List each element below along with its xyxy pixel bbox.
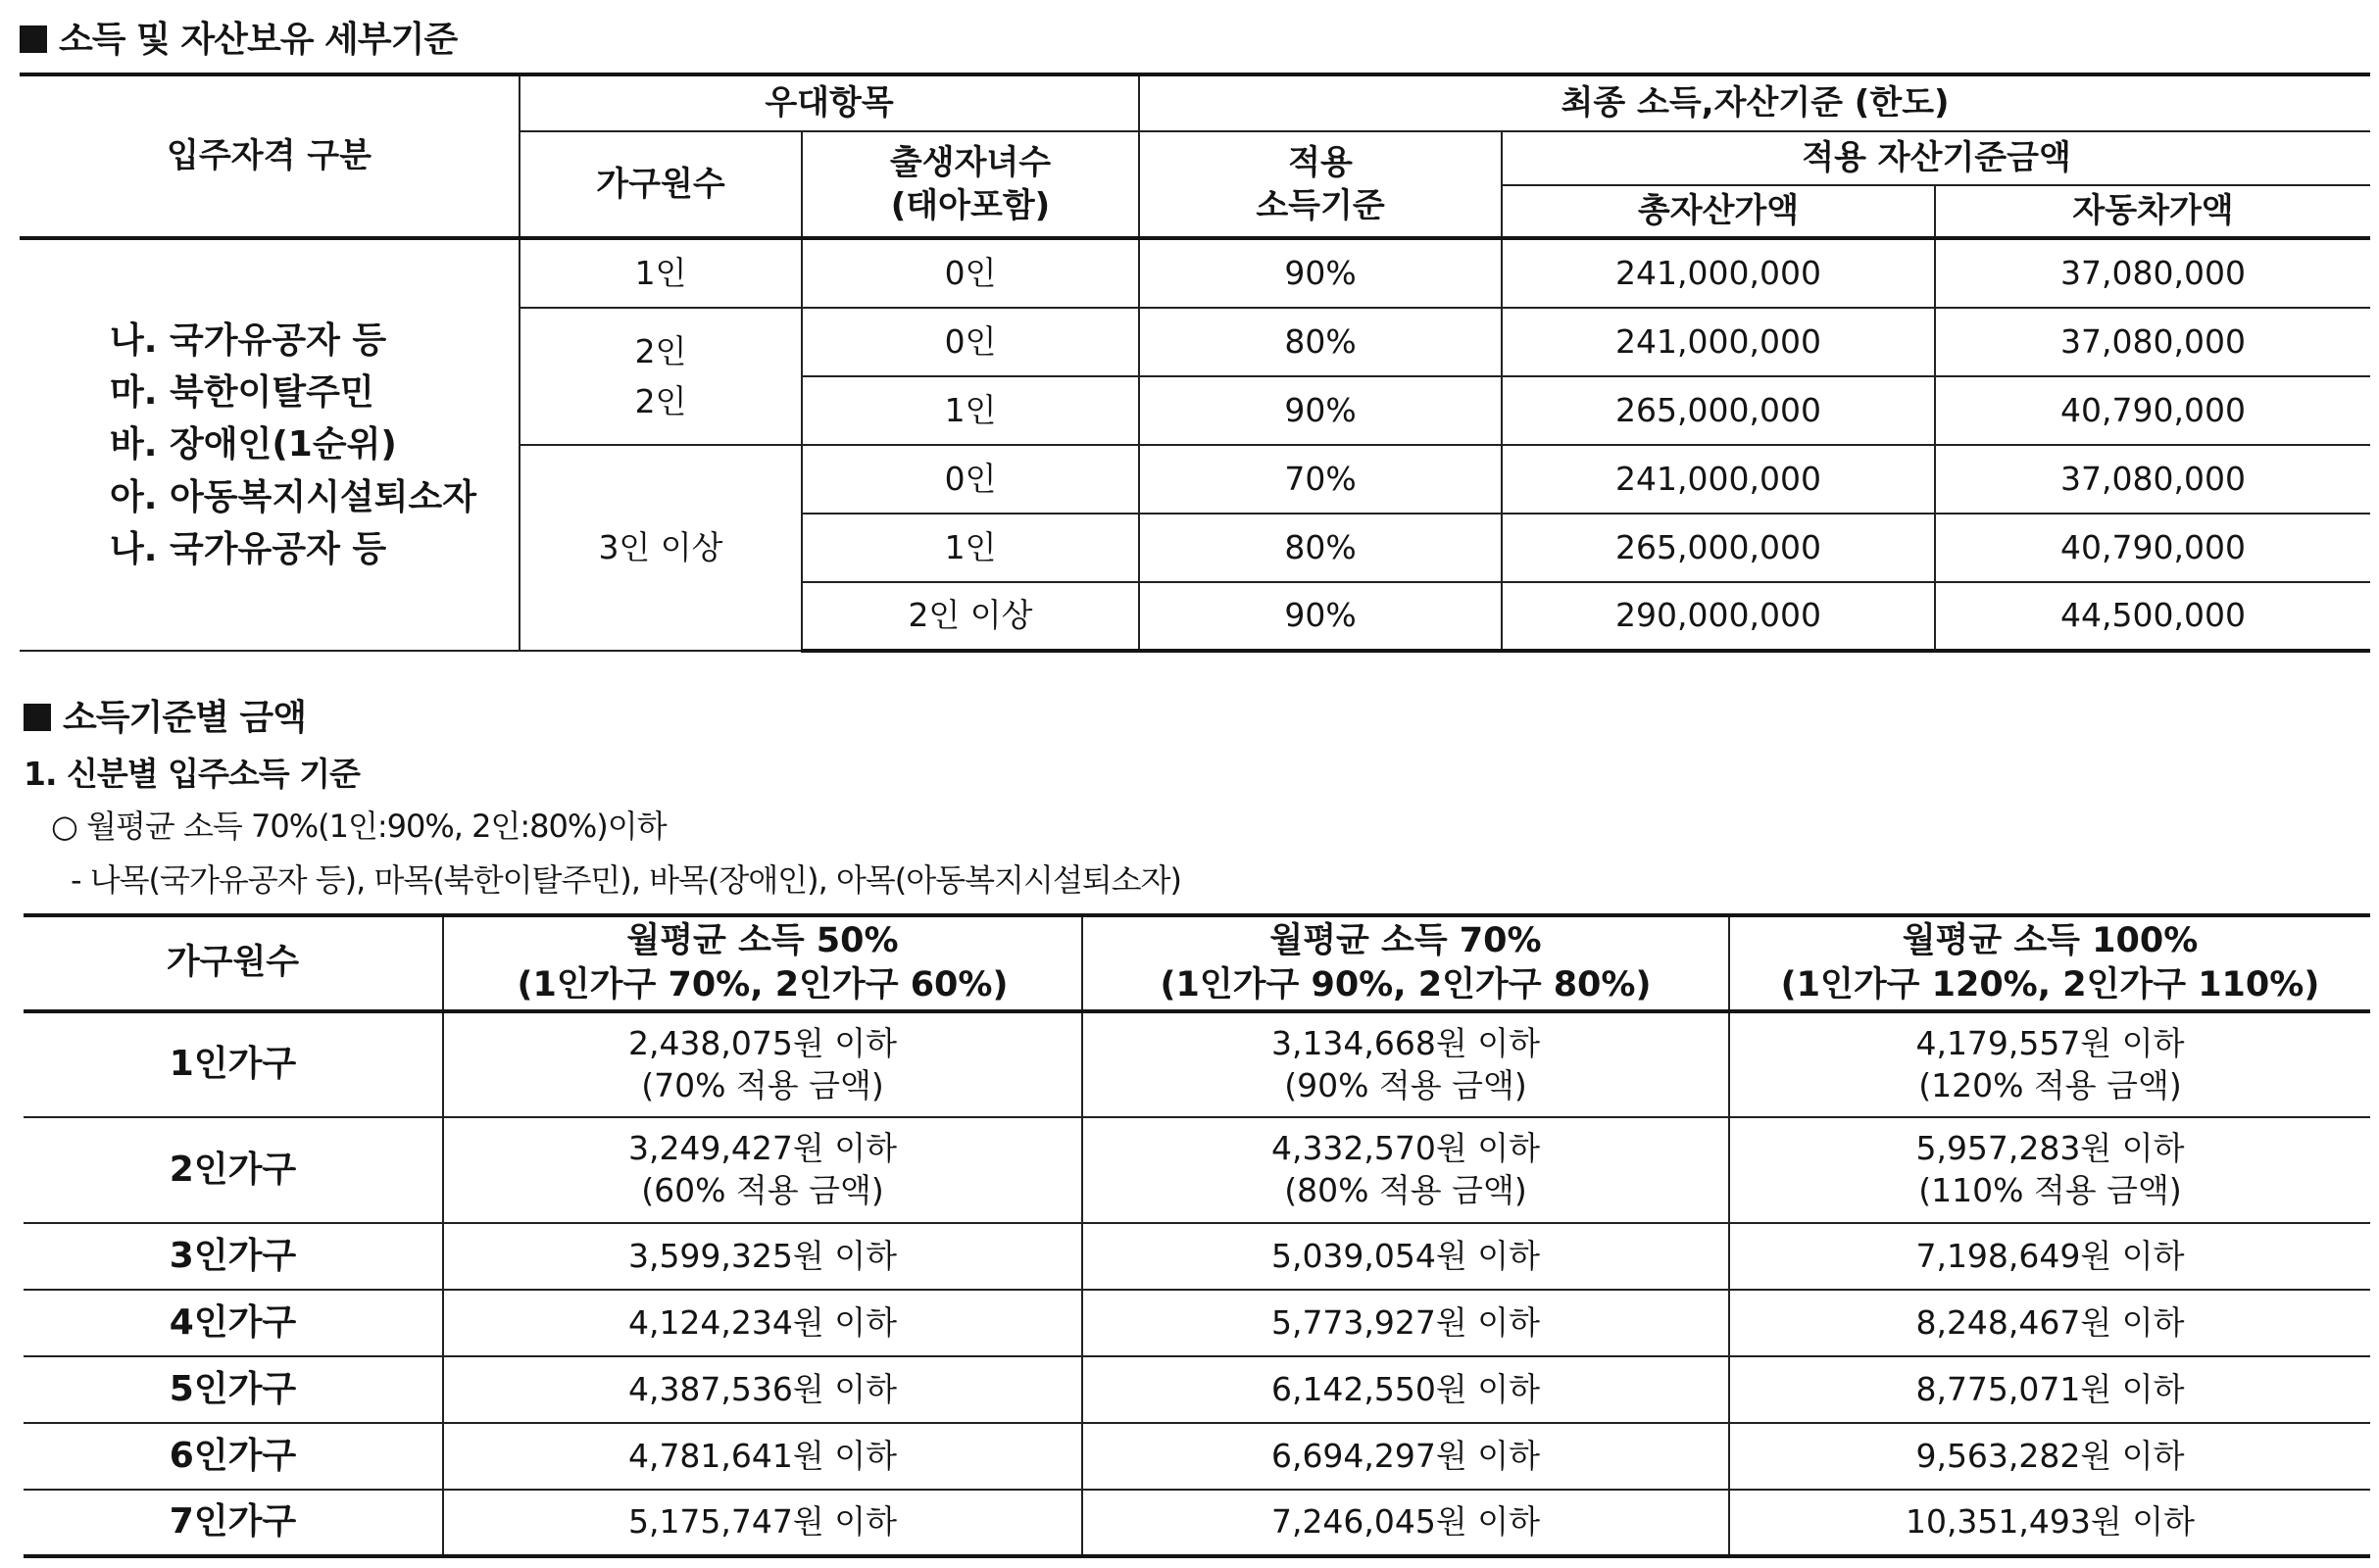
amount-cell: 8,775,071원 이하: [1729, 1356, 2370, 1423]
section2-heading: 소득기준별 금액: [24, 690, 306, 740]
total-assets-cell: 290,000,000: [1502, 582, 1935, 651]
income-amount-table: [24, 913, 2370, 1558]
income-cell: 90%: [1139, 582, 1502, 651]
car-value-cell: 40,790,000: [1935, 376, 2370, 445]
amount-cell: 10,351,493원 이하: [1729, 1490, 2370, 1556]
row-label: 1인가구: [24, 1011, 443, 1117]
income-cell: 80%: [1139, 308, 1502, 376]
income-cell: 90%: [1139, 376, 1502, 445]
income-cell: 90%: [1139, 238, 1502, 308]
row-label: 3인가구: [24, 1223, 443, 1290]
amount-cell: 6,694,297원 이하: [1082, 1423, 1729, 1490]
square-bullet-icon: [24, 704, 51, 731]
amount-cell: 3,249,427원 이하 (60% 적용 금액): [443, 1117, 1082, 1223]
income-cell: 80%: [1139, 514, 1502, 582]
amount-cell: 6,142,550원 이하: [1082, 1356, 1729, 1423]
header-applied-asset: 적용 자산기준금액: [1502, 131, 2370, 185]
table-row: [24, 1490, 2370, 1556]
household-3-plus: 3인 이상: [520, 445, 802, 651]
table-row: [24, 1011, 2370, 1117]
amount-cell: 4,179,557원 이하 (120% 적용 금액): [1729, 1011, 2370, 1117]
header-qualification: 입주자격 구분: [20, 74, 520, 238]
col-header-income-50: 월평균 소득 50% (1인가구 70%, 2인가구 60%): [443, 915, 1082, 1011]
table-row: [24, 1423, 2370, 1490]
section2-subheading: 1. 신분별 입주소득 기준: [24, 755, 360, 793]
header-preferential: 우대항목: [520, 74, 1139, 131]
household-1: 1인: [520, 238, 802, 308]
col-header-household: 가구원수: [24, 915, 443, 1011]
row-label: 5인가구: [24, 1356, 443, 1423]
note-categories: - 나목(국가유공자 등), 마목(북한이탈주민), 바목(장애인), 아목(아동복지시설퇴소자): [71, 861, 1181, 899]
car-value-cell: 44,500,000: [1935, 582, 2370, 651]
table-row: [24, 1290, 2370, 1356]
total-assets-cell: 241,000,000: [1502, 445, 1935, 514]
car-value-cell: 37,080,000: [1935, 445, 2370, 514]
car-value-cell: 37,080,000: [1935, 308, 2370, 376]
row-label: 7인가구: [24, 1490, 443, 1556]
income-cell: 70%: [1139, 445, 1502, 514]
col-header-income-70: 월평균 소득 70% (1인가구 90%, 2인가구 80%): [1082, 915, 1729, 1011]
table-row: [24, 1223, 2370, 1290]
square-bullet-icon: [20, 25, 47, 53]
header-applied-income: 적용 소득기준: [1139, 131, 1502, 238]
header-total-assets: 총자산가액: [1502, 185, 1935, 238]
total-assets-cell: 265,000,000: [1502, 514, 1935, 582]
row-label: 2인가구: [24, 1117, 443, 1223]
amount-cell: 4,332,570원 이하 (80% 적용 금액): [1082, 1117, 1729, 1223]
children-cell: 0인: [802, 308, 1139, 376]
row-label: 4인가구: [24, 1290, 443, 1356]
asset-criteria-table: [20, 73, 2370, 653]
section1-heading: 소득 및 자산보유 세부기준: [20, 12, 457, 62]
amount-cell: 5,039,054원 이하: [1082, 1223, 1729, 1290]
header-final-criteria: 최종 소득,자산기준 (한도): [1139, 74, 2370, 131]
amount-cell: 4,781,641원 이하: [443, 1423, 1082, 1490]
header-household-members: 가구원수: [520, 131, 802, 238]
children-cell: 1인: [802, 514, 1139, 582]
household-2: 2인 2인: [520, 308, 802, 445]
note-income-70: ○ 월평균 소득 70%(1인:90%, 2인:80%)이하: [51, 808, 667, 845]
amount-cell: 5,175,747원 이하: [443, 1490, 1082, 1556]
table-row: [24, 1356, 2370, 1423]
total-assets-cell: 241,000,000: [1502, 308, 1935, 376]
car-value-cell: 40,790,000: [1935, 514, 2370, 582]
amount-cell: 5,957,283원 이하 (110% 적용 금액): [1729, 1117, 2370, 1223]
amount-cell: 9,563,282원 이하: [1729, 1423, 2370, 1490]
header-births: 출생자녀수 (태아포함): [802, 131, 1139, 238]
total-assets-cell: 241,000,000: [1502, 238, 1935, 308]
children-cell: 0인: [802, 238, 1139, 308]
amount-cell: 7,246,045원 이하: [1082, 1490, 1729, 1556]
amount-cell: 3,599,325원 이하: [443, 1223, 1082, 1290]
amount-cell: 3,134,668원 이하 (90% 적용 금액): [1082, 1011, 1729, 1117]
total-assets-cell: 265,000,000: [1502, 376, 1935, 445]
header-car-value: 자동차가액: [1935, 185, 2370, 238]
children-cell: 2인 이상: [802, 582, 1139, 651]
amount-cell: 2,438,075원 이하 (70% 적용 금액): [443, 1011, 1082, 1117]
amount-cell: 4,387,536원 이하: [443, 1356, 1082, 1423]
table-row: [24, 1117, 2370, 1223]
amount-cell: 5,773,927원 이하: [1082, 1290, 1729, 1356]
amount-cell: 7,198,649원 이하: [1729, 1223, 2370, 1290]
col-header-income-100: 월평균 소득 100% (1인가구 120%, 2인가구 110%): [1729, 915, 2370, 1011]
amount-cell: 8,248,467원 이하: [1729, 1290, 2370, 1356]
children-cell: 0인: [802, 445, 1139, 514]
amount-cell: 4,124,234원 이하: [443, 1290, 1082, 1356]
car-value-cell: 37,080,000: [1935, 238, 2370, 308]
children-cell: 1인: [802, 376, 1139, 445]
qualification-list: 나. 국가유공자 등 마. 북한이탈주민 바. 장애인(1순위) 아. 아동복지시설퇴소자 나. 국가유공자 등: [20, 238, 520, 651]
row-label: 6인가구: [24, 1423, 443, 1490]
